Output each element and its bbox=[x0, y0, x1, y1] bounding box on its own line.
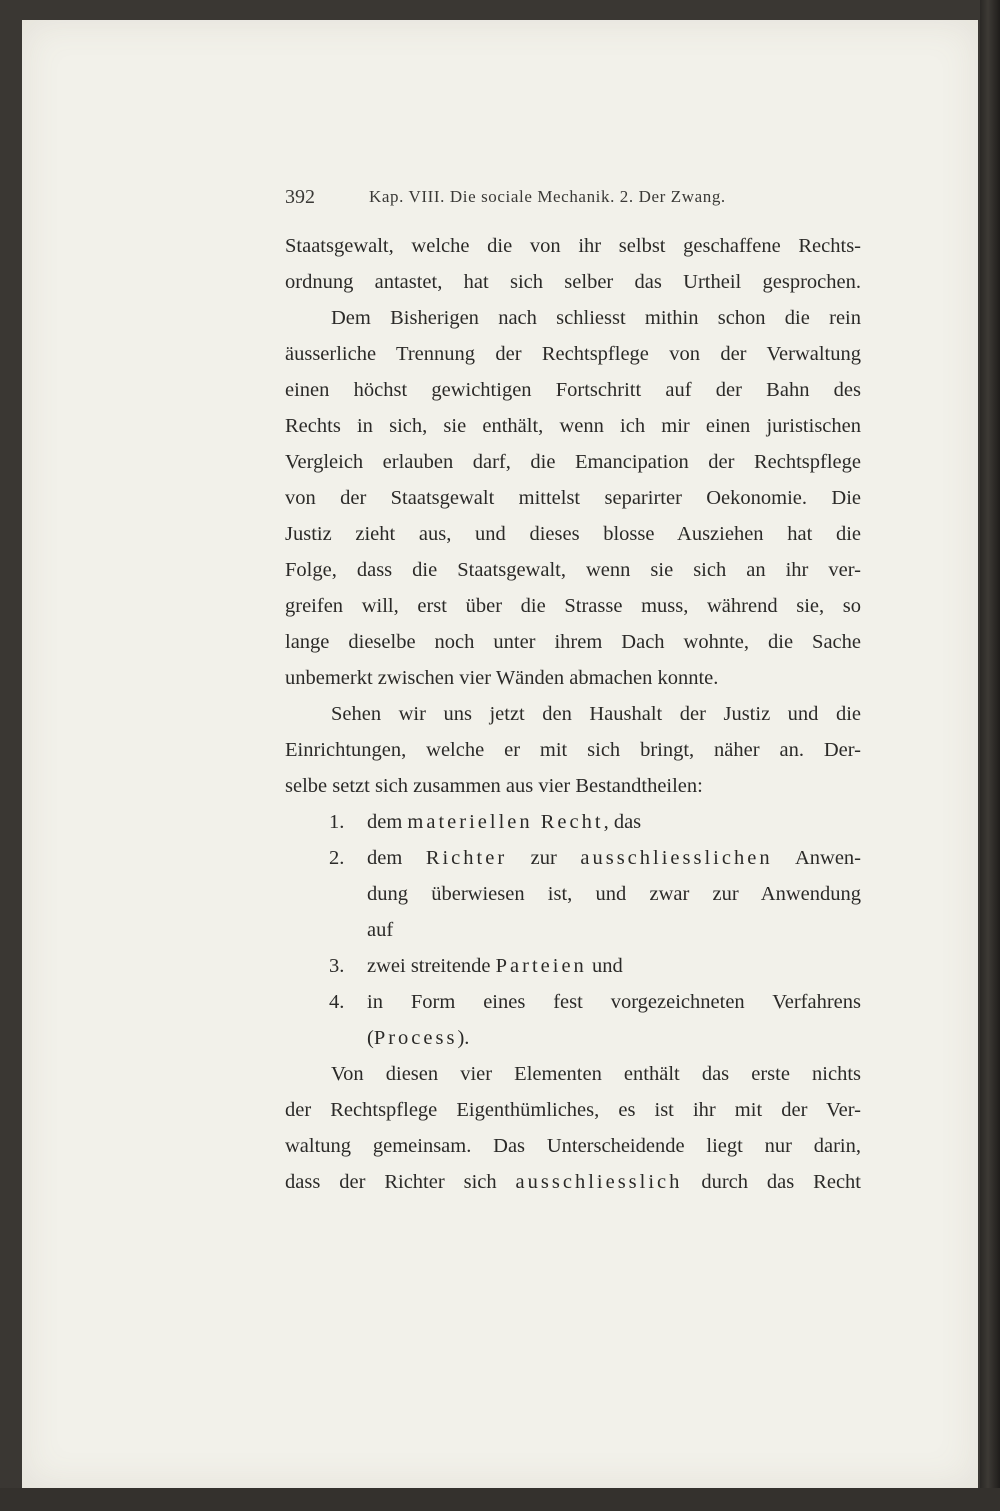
text-line: selbe setzt sich zusammen aus vier Bestandtheilen: bbox=[285, 775, 703, 797]
list-text: dem bbox=[367, 847, 426, 869]
text-line: Rechts in sich, sie enthält, wenn ich mir einen juristischen bbox=[285, 415, 861, 437]
page-header bbox=[285, 180, 861, 216]
spaced-term: ausschliesslich bbox=[515, 1171, 683, 1193]
text-line: Sehen wir uns jetzt den Haushalt der Justiz und die bbox=[331, 703, 861, 725]
text-line: greifen will, erst über die Strasse muss, während sie, so bbox=[285, 595, 861, 617]
list-number: 2. bbox=[329, 847, 345, 869]
list-number: 1. bbox=[329, 811, 345, 833]
list-number: 4. bbox=[329, 991, 345, 1013]
list-item bbox=[285, 804, 861, 840]
list-text: ( bbox=[367, 1027, 374, 1049]
list-text: dem bbox=[367, 811, 408, 833]
spaced-term: ausschliesslichen bbox=[580, 847, 773, 869]
text-line bbox=[285, 1164, 861, 1200]
list-text: Anwen- bbox=[772, 847, 861, 869]
list-text: , das bbox=[603, 811, 642, 833]
list-item bbox=[285, 984, 861, 1020]
text-line: Dem Bisherigen nach schliesst mithin schon die rein bbox=[331, 307, 861, 329]
list-item-continuation bbox=[285, 1020, 861, 1056]
spaced-term: materiellen Recht bbox=[407, 811, 604, 833]
book-edge-bottom bbox=[0, 1488, 1000, 1511]
body-text bbox=[285, 228, 861, 1200]
spaced-term: Richter bbox=[425, 847, 508, 869]
text-line: ordnung antastet, hat sich selber das Urtheil gesprochen. bbox=[285, 271, 861, 293]
list-text: zur bbox=[507, 847, 581, 869]
text-line: unbemerkt zwischen vier Wänden abmachen konnte. bbox=[285, 667, 719, 689]
list-text: in Form eines fest vorgezeichneten Verfahrens bbox=[367, 991, 861, 1013]
running-head: Kap. VIII. Die sociale Mechanik. 2. Der Zwang. bbox=[369, 187, 726, 206]
text-line: einen höchst gewichtigen Fortschritt auf der Bahn des bbox=[285, 379, 861, 401]
spaced-term: Process bbox=[373, 1027, 458, 1049]
list-number: 3. bbox=[329, 955, 345, 977]
page-number: 392 bbox=[285, 186, 315, 208]
list-item bbox=[285, 948, 861, 984]
text-line: Von diesen vier Elementen enthält das erste nichts bbox=[331, 1063, 861, 1085]
text-fragment: dass der Richter sich bbox=[285, 1171, 516, 1193]
list-item bbox=[285, 840, 861, 876]
list-text: ). bbox=[457, 1027, 470, 1049]
text-line: der Rechtspflege Eigenthümliches, es ist ihr mit der Ver- bbox=[285, 1099, 861, 1121]
text-fragment: durch das Recht bbox=[682, 1171, 861, 1193]
text-line: Staatsgewalt, welche die von ihr selbst geschaffene Rechts- bbox=[285, 235, 861, 257]
list-item-continuation: auf bbox=[367, 919, 394, 941]
book-edge-right bbox=[980, 0, 1000, 1511]
text-line: Einrichtungen, welche er mit sich bringt, näher an. Der- bbox=[285, 739, 861, 761]
text-line: lange dieselbe noch unter ihrem Dach wohnte, die Sache bbox=[285, 631, 861, 653]
text-line: von der Staatsgewalt mittelst separirter Oekonomie. Die bbox=[285, 487, 861, 509]
spaced-term: Parteien bbox=[495, 955, 587, 977]
text-line: Justiz zieht aus, und dieses blosse Ausziehen hat die bbox=[285, 523, 861, 545]
text-line: Folge, dass die Staatsgewalt, wenn sie sich an ihr ver- bbox=[285, 559, 861, 581]
text-line: Vergleich erlauben darf, die Emancipation der Rechtspflege bbox=[285, 451, 861, 473]
text-line: äusserliche Trennung der Rechtspflege von der Verwaltung bbox=[285, 343, 861, 365]
list-text: zwei streitende bbox=[367, 955, 496, 977]
text-line: waltung gemeinsam. Das Unterscheidende liegt nur darin, bbox=[285, 1135, 861, 1157]
list-text: und bbox=[586, 955, 623, 977]
list-item-continuation: dung überwiesen ist, und zwar zur Anwendung bbox=[367, 883, 861, 905]
